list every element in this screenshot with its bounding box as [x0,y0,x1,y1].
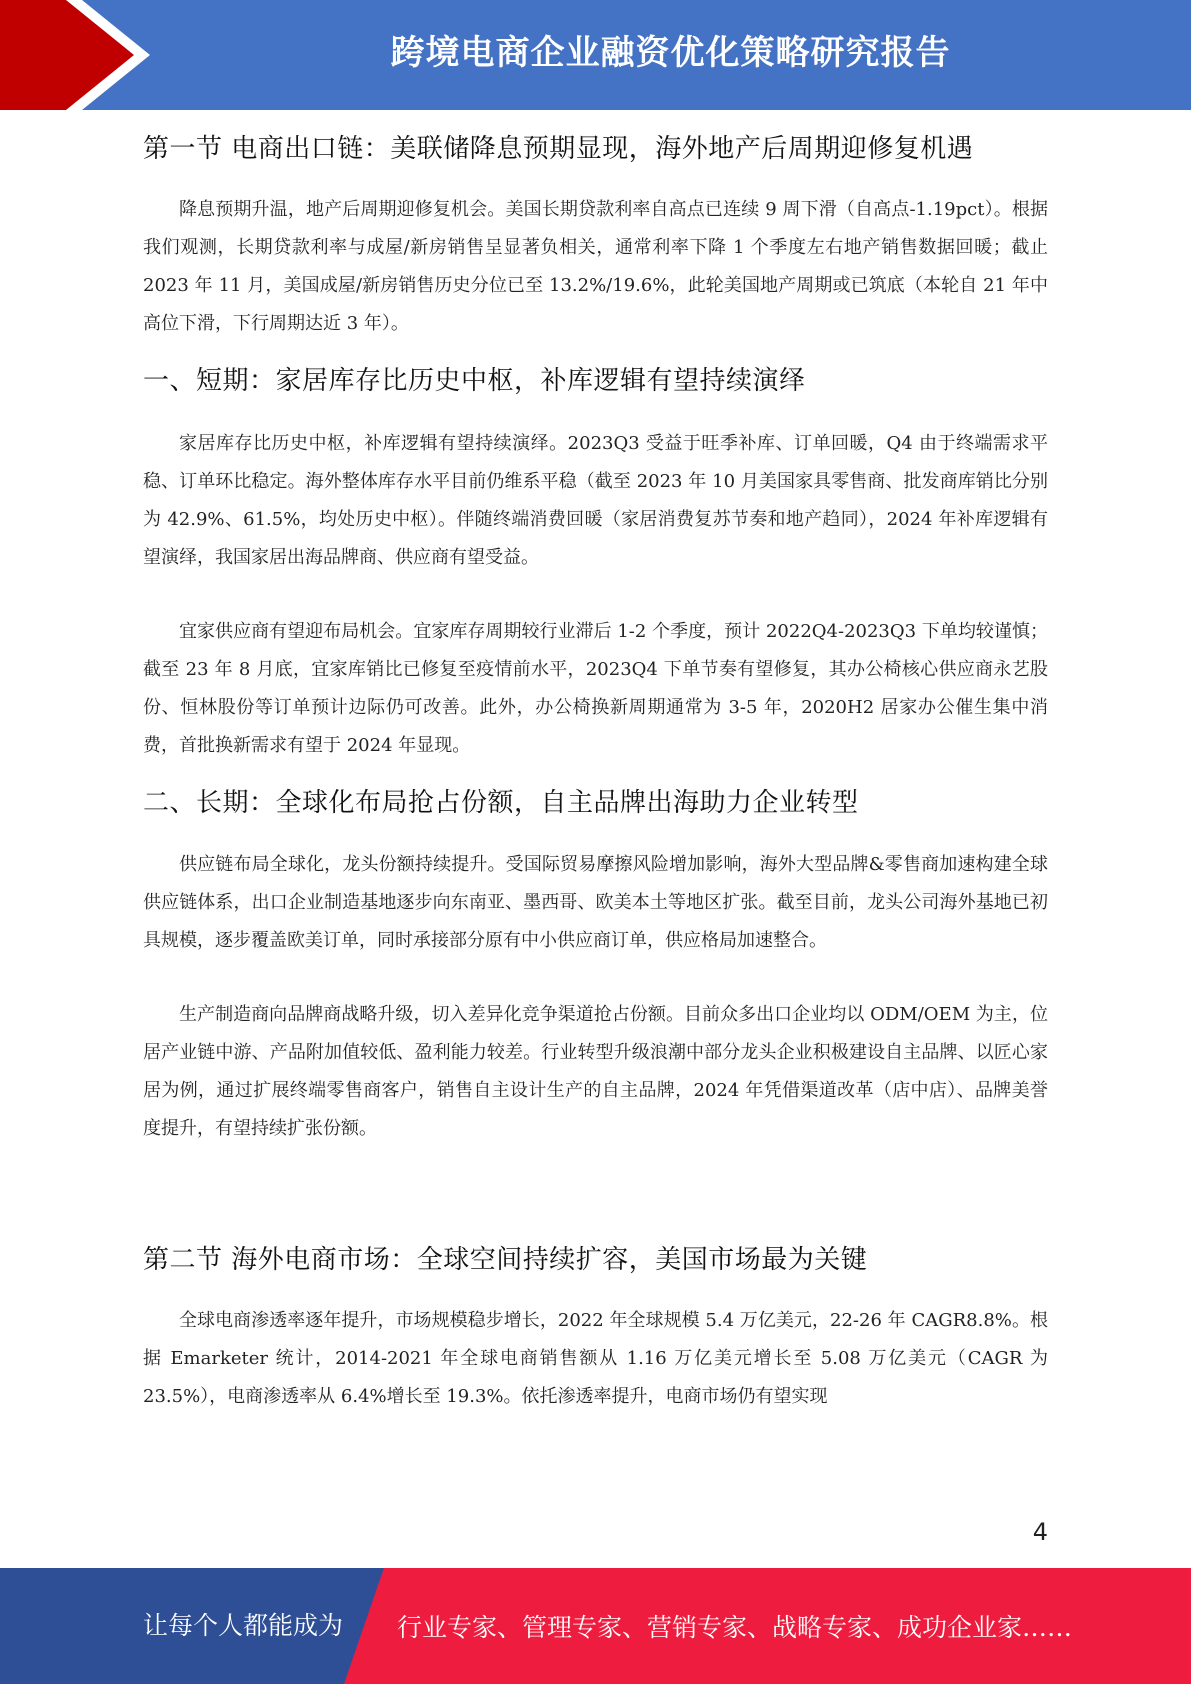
section-2-paragraph-1: 全球电商渗透率逐年提升，市场规模稳步增长，2022 年全球规模 5.4 万亿美元，22-26 年 CAGR8.8%。根据 Emarketer 统计，2014-2021 年全球电商销售额从 1.16 万亿美元增长至 5.08 万亿美元（CAGR 为 23.5%），电商渗透率从 6.4%增长至 19.3%。依托渗透率提升，电商市场仍有望实现 [143,1310,1048,1407]
subsection-1-heading: 一、短期：家居库存比历史中枢，补库逻辑有望持续演绎 [143,366,806,396]
page-footer [0,1568,1191,1684]
subsection-1-paragraph-1: 家居库存比历史中枢，补库逻辑有望持续演绎。2023Q3 受益于旺季补库、订单回暖，Q4 由于终端需求平稳、订单环比稳定。海外整体库存水平目前仍维系平稳（截至 2023 年 10 月美国家具零售商、批发商库销比分别为 42.9%、61.5%，均处历史中枢）。伴随终端消费回暖（家居消费复苏节奏和地产趋同），2024 年补库逻辑有望演绎，我国家居出海品牌商、供应商有望受益。 [143,433,1048,568]
header-chevron-icon [0,0,150,110]
subsection-1-paragraph-2: 宜家供应商有望迎布局机会。宜家库存周期较行业滞后 1-2 个季度，预计 2022Q4-2023Q3 下单均较谨慎；截至 23 年 8 月底，宜家库销比已修复至疫情前水平，2023Q4 下单节奏有望修复，其办公椅核心供应商永艺股份、恒林股份等订单预计边际仍可改善。此外，办公椅换新周期通常为 3-5 年，2020H2 居家办公催生集中消费，首批换新需求有望于 2024 年显现。 [143,621,1048,756]
report-title: 跨境电商企业融资优化策略研究报告 [390,33,951,73]
subsection-2-paragraph-2: 生产制造商向品牌商战略升级，切入差异化竞争渠道抢占份额。目前众多出口企业均以 ODM/OEM 为主，位居产业链中游、产品附加值较低、盈利能力较差。行业转型升级浪潮中部分龙头企业积极建设自主品牌、以匠心家居为例，通过扩展终端零售商客户，销售自主设计生产的自主品牌，2024 年凭借渠道改革（店中店）、品牌美誉度提升，有望持续扩张份额。 [143,1004,1048,1139]
section-1-heading: 第一节 电商出口链：美联储降息预期显现，海外地产后周期迎修复机遇 [143,134,974,164]
page-header [0,0,1191,110]
subsection-2-paragraph-1: 供应链布局全球化，龙头份额持续提升。受国际贸易摩擦风险增加影响，海外大型品牌&零售商加速构建全球供应链体系，出口企业制造基地逐步向东南亚、墨西哥、欧美本土等地区扩张。截至目前，龙头公司海外基地已初具规模，逐步覆盖欧美订单，同时承接部分原有中小供应商订单，供应格局加速整合。 [143,854,1048,951]
footer-slogan-left: 让每个人都能成为 [143,1611,344,1640]
section-2-heading: 第二节 海外电商市场：全球空间持续扩容，美国市场最为关键 [143,1245,868,1275]
subsection-2-heading: 二、长期：全球化布局抢占份额，自主品牌出海助力企业转型 [143,788,859,818]
page-number: 4 [1032,1518,1048,1546]
footer-slogan-right: 行业专家、管理专家、营销专家、战略专家、成功企业家…… [397,1613,1073,1642]
document-body [143,110,1048,1416]
section-1-paragraph-1: 降息预期升温，地产后周期迎修复机会。美国长期贷款利率自高点已连续 9 周下滑（自高点-1.19pct）。根据我们观测，长期贷款利率与成屋/新房销售呈显著负相关，通常利率下降 1 个季度左右地产销售数据回暖；截止 2023 年 11 月，美国成屋/新房销售历史分位已至 13.2%/19.6%，此轮美国地产周期或已筑底（本轮自 21 年中高位下滑，下行周期达近 3 年）。 [143,199,1048,334]
